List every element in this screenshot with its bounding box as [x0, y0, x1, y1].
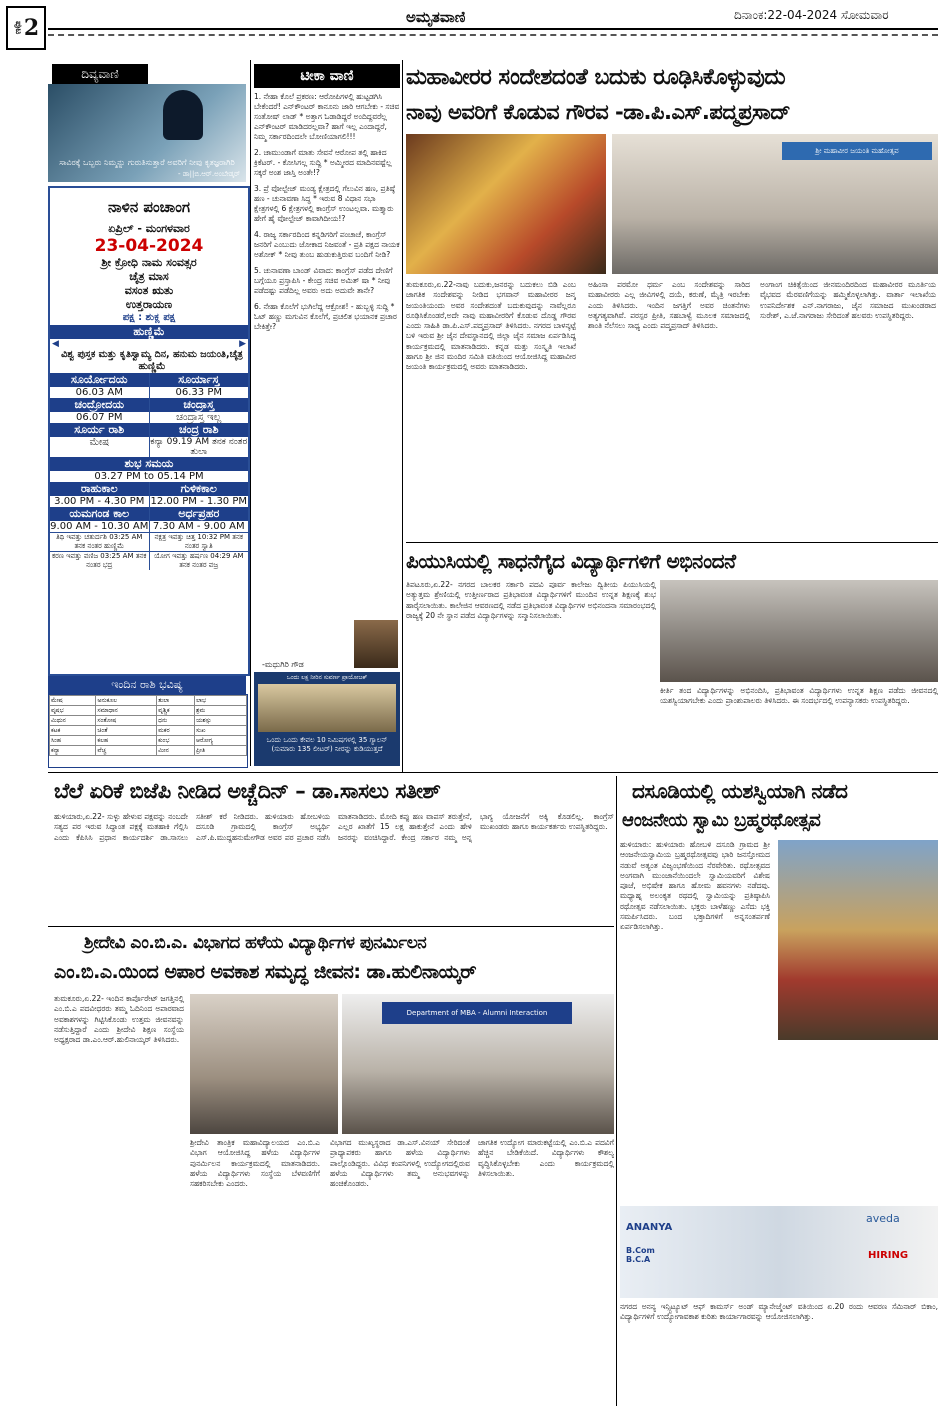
tithi-nakshatra: ತಿಥಿ ಇವತ್ತು ಚತುರ್ದಶಿ 03:25 AM ತನಕ ನಂತರ ಹುಣ್ಣಿಮೆ ನಕ್ಷತ್ರ ಇವತ್ತು ಚಿತ್ತ 10:32 PM ತನಕ ನಂತರ ಸ್ವಾತಿ: [50, 532, 248, 551]
panchanga-ritu: ವಸಂತ ಋತು: [124, 284, 174, 297]
tika-signature: -ಮಧುಗಿರಿ ಗೌಡ: [262, 660, 304, 669]
aveda-sign: aveda: [866, 1212, 900, 1225]
story5-body: ಹುಳಿಯಾರು: ಹುಳಿಯಾರು ಹೋಬಳಿ ದಸೂಡಿ ಗ್ರಾಮದ ಶ್ರೀ ಆಂಜನೇಯಸ್ವಾಮಿಯ ಬ್ರಹ್ಮರಥೋತ್ಸವವು ಭಾರಿ ಜನಸ್ತೋಮದ ನಡುವೆ ಅತ್ಯಂತ ವಿಜೃಂಭಣೆಯಿಂದ ನೆರವೇರಿತು. ರಥೋತ್ಸವದ ಅಂಗವಾಗಿ ಮುಂಜಾನೆಯಿಂದಲೇ ಸ್ವಾಮಿಯವರಿಗೆ ವಿಶೇಷ ಪೂಜೆ, ಅಭಿಷೇಕ ಹಾಗೂ ಹೋಮ ಹವನಗಳು ನಡೆದವು. ಮಧ್ಯಾಹ್ನ ಅಲಂಕೃತ ರಥದಲ್ಲಿ ಸ್ವಾಮಿಯನ್ನು ಪ್ರತಿಷ್ಠಾಪಿಸಿ ರಥೋತ್ಸವ ನಡೆಸಲಾಯಿತು. ಭಕ್ತರು ಬಾಳೆಹಣ್ಣು ಎಸೆದು ಭಕ್ತಿ ಸಮರ್ಪಿಸಿದರು. ಬಂದ ಭಕ್ತಾದಿಗಳಿಗೆ ಅನ್ನಸಂತರ್ಪಣೆ ಏರ್ಪಡಿಸಲಾಗಿತ್ತು.: [620, 840, 770, 932]
rashi-cell: ಸಂತೋಷ: [96, 716, 157, 726]
rashi-row: [50, 726, 247, 736]
header-dashed-rule: [48, 34, 938, 36]
rashi-title: ಇಂದಿನ ರಾಶಿ ಭವಿಷ್ಯ: [48, 676, 246, 694]
rashi-row: [50, 706, 247, 716]
panchanga-masa: ಚೈತ್ರ ಮಾಸ: [129, 270, 169, 283]
story1-photo-idol: [406, 134, 606, 274]
rashi-cell: ಕುಂಭ: [157, 736, 195, 746]
panchanga-paksha: ಪಕ್ಷ : ಶುಕ್ಲ ಪಕ್ಷ: [122, 312, 176, 323]
panchanga-box: [48, 186, 250, 676]
story4-photo-right: [342, 994, 614, 1134]
divider: [406, 542, 938, 543]
surya-times: 06.03 AM 06.33 PM: [50, 387, 248, 398]
rashi-cell: ಅನುಕೂಲ: [96, 696, 157, 706]
portrait-silhouette: [163, 90, 203, 140]
column-divider: [250, 60, 251, 766]
rashi-cell: ಕಟಕ: [50, 726, 96, 736]
story1-col3: ಅಂಗಾಂಗ ಚಿಕಿತ್ಸೆಯಿಂದ ಜೀನಮಂದಿರದಿಂದ ಮಹಾವೀರರ ಮೂರ್ತಿಯ ವೈಭವದ ಮೆರವಣಿಗೆಯನ್ನು ಹಮ್ಮಿಕೊಳ್ಳಲಾಗಿತ್ತು. ವಾರ್ತಾ ಇಲಾಖೆಯ ಉಪನಿರ್ದೇಶಕ ಎನ್.ನಾಗರಾಜು, ಜೈನ ಸಮಾಜದ ಮುಖಂಡರಾದ ಸುರೇಶ್, ಎ.ಜೆ.ನಾಗರಾಜು ಸೇರಿದಂತೆ ಹಲವರು ಉಪಸ್ಥಿತರಿದ್ದರು.: [760, 280, 936, 320]
rashi-cell: ವೆಚ್ಚ: [96, 746, 157, 756]
rashi-cell: ಧನು: [157, 716, 195, 726]
story4-headline-1: ಶ್ರೀದೇವಿ ಎಂ.ಬಿ.ಎ. ವಿಭಾಗದ ಹಳೆಯ ವಿದ್ಯಾರ್ಥಿಗಳ ಪುನರ್ಮಿಲನ: [84, 933, 427, 953]
yama-times: 9.00 AM - 10.30 AM 7.30 AM - 9.00 AM: [50, 521, 245, 532]
rashi-cell: ಕಲಹ: [96, 736, 157, 746]
rashi-cell: ಮೀನ: [157, 746, 195, 756]
rahu-gulika-labels: ರಾಹುಕಾಲ ಗುಳಿಕಕಾಲ: [50, 482, 248, 496]
shubha-time: 03.27 PM to 05.14 PM: [94, 471, 204, 482]
divyavani-quote: ಸಾವಿರಕ್ಕೆ ಒಬ್ಬರು ನಿಮ್ಮನ್ನು ಗುರುತಿಸುತ್ತಾರೆ ಅವರಿಗೆ ನೀವು ಕೃತಜ್ಞರಾಗಿರಿ: [59, 158, 235, 167]
story2-headline: ಪಿಯುಸಿಯಲ್ಲಿ ಸಾಧನೆಗೈದ ವಿದ್ಯಾರ್ಥಿಗಳಿಗೆ ಅಭಿನಂದನೆ: [406, 549, 736, 573]
ananya-sign: ANANYA: [626, 1222, 673, 1233]
divider: [48, 926, 614, 927]
story2-col2: ಕೀರ್ತಿ ತಂದ ವಿದ್ಯಾರ್ಥಿಗಳನ್ನು ಅಭಿನಂದಿಸಿ, ಪ್ರತಿಭಾವಂತ ವಿದ್ಯಾರ್ಥಿಗಳು ಉನ್ನತ ಶಿಕ್ಷಣ ಪಡೆದು ಜೀವನದಲ್ಲಿ ಯಶಸ್ವಿಯಾಗಬೇಕು ಎಂದು ಪ್ರಾಂಶುಪಾಲರು ತಿಳಿಸಿದರು. ಈ ಸಂದರ್ಭದಲ್ಲಿ ಉಪನ್ಯಾಸಕರು ಉಪಸ್ಥಿತರಿದ್ದರು.: [660, 686, 938, 706]
rashi-cell: ಚಿಂತೆ: [96, 726, 157, 736]
divyavani-title: ದಿವ್ಯವಾಣಿ: [52, 64, 148, 84]
chandra-times: 06.07 PM ಚಂದ್ರಾಸ್ತ ಇಲ್ಲ: [50, 412, 248, 423]
header-rule: [48, 28, 938, 30]
story3-body: ಹುಳಿಯಾರು,ಏ.22- ಸುಳ್ಳು ಹೇಳುವ ಪಕ್ಷವನ್ನು ನಂಬದೇ ಸತ್ಯದ ಪರ ಇರುವ ಸಿದ್ಧಾಂತ ಪಕ್ಷಕ್ಕೆ ಮತಹಾಕಿ ಗೆಲ್ಲಿಸಿ ಎಂದು ಕೆಪಿಸಿಸಿ ಪ್ರಧಾನ ಕಾರ್ಯದರ್ಶಿ ಡಾ.ಸಾಸಲು ಸತೀಶ್ ಕರೆ ನೀಡಿದರು. ಹುಳಿಯಾರು ಹೋಬಳಿಯ ದಸೂಡಿ ಗ್ರಾಮದಲ್ಲಿ ಕಾಂಗ್ರೆಸ್ ಅಭ್ಯರ್ಥಿ ಎಸ್.ಪಿ.ಮುದ್ದಹನುಮೇಗೌಡ ಅವರ ಪರ ಪ್ರಚಾರ ನಡೆಸಿ ಮಾತನಾಡಿದರು. ಮೋದಿ ಕಪ್ಪು ಹಣ ವಾಪಸ್ ತರುತ್ತೇನೆ, ಎಲ್ಲರ ಖಾತೆಗೆ 15 ಲಕ್ಷ ಹಾಕುತ್ತೇನೆ ಎಂದು ಹೇಳಿ ಜನರನ್ನು ವಂಚಿಸಿದ್ದಾರೆ. ಕೇಂದ್ರ ಸರ್ಕಾರ ನಮ್ಮ ಅನ್ನ ಭಾಗ್ಯ ಯೋಜನೆಗೆ ಅಕ್ಕಿ ಕೊಡಲಿಲ್ಲ. ಕಾಂಗ್ರೆಸ್ ಮುಖಂಡರು ಹಾಗೂ ಕಾರ್ಯಕರ್ತರು ಉಪಸ್ಥಿತರಿದ್ದರು.: [54, 812, 614, 842]
rashi-cell: ಮಿಥುನ: [50, 716, 96, 726]
story1-col2: ಅಹಿಂಸಾ ಪರಮೋ ಧರ್ಮ ಎಂಬ ಸಂದೇಶವನ್ನು ಸಾರಿದ ಮಹಾವೀರರು ಎಲ್ಲ ಜೀವಿಗಳಲ್ಲಿ ದಯೆ, ಕರುಣೆ, ಮೈತ್ರಿ ಇರಬೇಕು ಎಂದು ತಿಳಿಸಿದರು. ಇಂದಿನ ಜಗತ್ತಿಗೆ ಅವರ ಚಿಂತನೆಗಳು ಅತ್ಯಗತ್ಯವಾಗಿವೆ. ಪರಸ್ಪರ ಪ್ರೀತಿ, ಸಹಬಾಳ್ವೆ ಮೂಲಕ ಸಮಾಜದಲ್ಲಿ ಶಾಂತಿ ನೆಲೆಸಲು ಸಾಧ್ಯ ಎಂದು ಪದ್ಮಪ್ರಸಾದ್ ತಿಳಿಸಿದರು.: [588, 280, 750, 331]
rahu-gulika-times: 3.00 PM - 4.30 PM 12.00 PM - 1.30 PM: [50, 496, 248, 507]
rashi-table: [48, 694, 248, 768]
story1-col1: ತುಮಕೂರು,ಏ.22-ನಾವು ಬದುಕು,ಜನರನ್ನು ಬದುಕಲು ಬಿಡಿ ಎಂಬ ಜಾಗತಿಕ ಸಂದೇಶವನ್ನು ನೀಡಿದ ಭಗವಾನ್ ಮಹಾವೀರರ ಜನ್ಮ ಜಯಂತಿಯಂದು ಅವರ ಸಂದೇಶದಂತೆ ಬದುಕುವುದನ್ನು ನಾವೆಲ್ಲರೂ ರೂಢಿಸಿಕೊಂಡರೆ,ಅದೇ ನಾವು ಮಹಾವೀರರಿಗೆ ಕೊಡುವ ದೊಡ್ಡ ಗೌರವ ಎಂದು ಸಾಹಿತಿ ಡಾ.ಪಿ.ಎಸ್.ಪದ್ಮಪ್ರಸಾದ್ ತಿಳಿಸಿದರು. ನಗರದ ಬಾಳನ್ಕಟ್ಟೆ ಬಳಿ ಇರುವ ಶ್ರೀ ಜೈನ ದೇವಸ್ಥಾನದಲ್ಲಿ ಜಿಲ್ಲಾ ಜೈನ ಸಮಾಜ ಏರ್ಪಡಿಸಿದ್ದ ಕಾರ್ಯಕ್ರಮದಲ್ಲಿ ಮಾತನಾಡಿದರು. ಕನ್ನಡ ಮತ್ತು ಸಂಸ್ಕೃತಿ ಇಲಾಖೆ ಹಾಗೂ ಶ್ರೀ ಜಿನ ಮಂದಿರ ಸಮಿತಿ ವತಿಯಿಂದ ಆಯೋಜಿಸಿದ್ದ ಮಹಾವೀರ ಜಯಂತಿ ಕಾರ್ಯಕ್ರಮದಲ್ಲಿ ಅವರು ಮಾತನಾಡಿದರು.: [406, 280, 576, 372]
tika-item: 4. ರಾಜ್ಯ ಸರ್ಕಾರದಿಂದ ಕನ್ನಡಿಗರಿಗೆ ಪಂಚಾಚೆ, ಕಾಂಗ್ರೆಸ್ ಜನರಿಗೆ ಎಂಬುದು ಜೋಕಾದ ನಿಜವಂತೆ - ಪ್ರತಿ ಪಕ್ಷದ ನಾಯಕ ಅಶೋಕ್ * ನೀವು ತುಂಬ ಹುಡುಕುತ್ತಿರುವ ಬಂದಿಗೆ ನೀಡಿ?: [254, 230, 400, 259]
rashi-cell: ಸುಖ: [194, 726, 246, 736]
mba-banner: Department of MBA - Alumni Interaction: [382, 1002, 572, 1024]
hiring-sign: HIRING: [868, 1250, 909, 1261]
panchanga-samvatsara: ಶ್ರೀ ಕ್ರೋಧಿ ನಾಮ ಸಂವತ್ಸರ: [101, 256, 197, 269]
panchanga-title: ನಾಳಿನ ಪಂಚಾಂಗ: [108, 198, 190, 216]
yama-labels: ಯಮಗಂಡ ಕಾಲ ಅರ್ಧಪ್ರಹರ: [50, 507, 248, 521]
masthead: ಅಮೃತವಾಣಿ: [400, 8, 471, 26]
tika-item: 2. ಚಾಮುಂಡಾಗೆ ಮಾತು ಸೇವನೆ ಆರೋಪ ತಲ್ಲಿ ಹಾಕಿದ ಕ್ರಿಕೆಟರ್. - ಕೋಸಿಗಲ್ಲ ಸುದ್ದಿ * ಅಮ್ಮೀರದ ಮಾದಿನವಷ್ಟೆಲ್ಲ ಸಕ್ಕರೆ ಅಂಶ ಜಾಸ್ತಿ ಅಂತೇ!?: [254, 148, 392, 177]
next-icon[interactable]: ▶: [239, 339, 246, 349]
chandra-labels: ಚಂದ್ರೋದಯ ಚಂದ್ರಾಸ್ತ: [50, 398, 248, 412]
story5-headline-2: ಆಂಜನೇಯ ಸ್ವಾಮಿ ಬ್ರಹ್ಮರಥೋತ್ಸವ: [622, 810, 821, 831]
tika-item: 1. ನೇಹಾ ಕೊಲೆ ಪ್ರಕರಣ: ಆರೋಪಿಗಳಲ್ಲಿ ಹುಟ್ಟಡಗಿಸಿ ಬೇಕೆಂದರೆ! ಎನ್‌ಕೌಂಟರ್ ಕಾನೂನು ಜಾರಿ ಆಗಬೇಕು - ಸಚಿವ ಸಂತೋಷ್ ಲಾಡ್ * ಅತ್ತಾಗ ಓಡಾಡಿದ್ದರೆ ಅಂದಿದ್ದವರೆಲ್ಲ ಎನ್‌ಕೌಂಟರ್ ಮಾಡಿದರಲ್ಲವಾ? ಹಾಗೆ ಇಲ್ಲ ಎಂದಾದ್ದರೆ, ನಿಮ್ಮ ಸರ್ಕಾರದಿಂದಲೇ ಬೋಣಿಯಾಗಲಿ!!!: [254, 92, 400, 141]
rashi-cell: ಲಾಭ: [194, 696, 246, 706]
story4-col1: ತುಮಕೂರು,ಏ.22- ಇಂದಿನ ಕಾರ್ಪೊರೇಟ್ ಜಗತ್ತಿನಲ್ಲಿ ಎಂ.ಬಿ.ಎ ಪದವೀಧರರು ತಮ್ಮ ಓದಿನಿಂದ ಅಪಾರವಾದ ಅವಕಾಶಗಳನ್ನು ಗಿಟ್ಟಿಸಿಕೊಂಡು ಉತ್ತಮ ಜೀವನವನ್ನು ನಡೆಸುತ್ತಿದ್ದಾರೆ ಎಂದು ಶ್ರೀದೇವಿ ಶಿಕ್ಷಣ ಸಂಸ್ಥೆಯ ಅಧ್ಯಕ್ಷರಾದ ಡಾ.ಎಂ.ಆರ್.ಹುಲಿನಾಯ್ಕರ್ ತಿಳಿಸಿದರು.: [54, 994, 184, 1045]
hunnime-label: ಹುಣ್ಣಿಮೆ: [50, 325, 248, 339]
bcom-sign: B.Com B.C.A: [626, 1246, 655, 1264]
story4-col4: ಜಾಗತಿಕ ಉದ್ಯೋಗ ಮಾರುಕಟ್ಟೆಯಲ್ಲಿ ಎಂ.ಬಿ.ಎ ಪದವಿಗೆ ಹೆಚ್ಚಿನ ಬೇಡಿಕೆಯಿದೆ. ವಿದ್ಯಾರ್ಥಿಗಳು ಕೌಶಲ್ಯ ವೃದ್ಧಿಸಿಕೊಳ್ಳಬೇಕು ಎಂದು ಕಾರ್ಯಕ್ರಮದಲ್ಲಿ ತಿಳಿಸಲಾಯಿತು.: [478, 1138, 614, 1178]
surya-labels: ಸೂರ್ಯೋದಯ ಸೂರ್ಯಾಸ್ತ: [50, 373, 248, 387]
author-photo: [354, 620, 398, 668]
divyavani-credit: - ಡಾ||ಬಿ.ಆರ್.ಅಂಬೇಡ್ಕರ್: [177, 170, 240, 178]
ad-top-text: ಒಂದು ಲಕ್ಷ ನೀರಿನ ಸುವರ್ಣ ಪ್ರಾಯೋಜಕ್: [286, 674, 368, 681]
rashi-values: ಮೇಷ ಕನ್ಯಾ 09.19 AM ತನಕ ನಂತರ ತುಲಾ: [50, 437, 248, 457]
panchanga-date: 23-04-2024: [94, 236, 204, 256]
story3-headline: ಬೆಲೆ ಏರಿಕೆ ಬಿಜೆಪಿ ನೀಡಿದ ಅಚ್ಚೆದಿನ್ – ಡಾ.ಸಾಸಲು ಸತೀಶ್: [54, 779, 441, 803]
rashi-cell: ತುಲಾ: [157, 696, 195, 706]
rashi-row: [50, 746, 247, 756]
story4-photo-left: [190, 994, 338, 1134]
story1-headline-1: ಮಹಾವೀರರ ಸಂದೇಶದಂತೆ ಬದುಕು ರೂಢಿಸಿಕೊಳ್ಳುವುದು: [406, 65, 786, 90]
story2-col1: ತಿಪಟೂರು,ಏ.22- ನಗರದ ಬಾಲಕರ ಸರ್ಕಾರಿ ಪದವಿ ಪೂರ್ವ ಕಾಲೇಜು ದ್ವಿತೀಯ ಪಿಯುಸಿಯಲ್ಲಿ ಅತ್ಯುತ್ತಮ ಶ್ರೇಣಿಯಲ್ಲಿ ಉತ್ತೀರ್ಣರಾದ ಪ್ರತಿಭಾವಂತ ವಿದ್ಯಾರ್ಥಿಗಳಿಗೆ ಮುಂದಿನ ಉನ್ನತ ಶಿಕ್ಷಣಕ್ಕೆ ಶುಭ ಹಾರೈಸಲಾಯಿತು. ಕಾಲೇಜಿನ ಆವರಣದಲ್ಲಿ ನಡೆದ ಪ್ರತಿಭಾವಂತ ವಿದ್ಯಾರ್ಥಿಗಳ ಅಭಿನಂದನಾ ಸಮಾರಂಭದಲ್ಲಿ ರಾಜ್ಯಕ್ಕೆ 20 ನೇ ಸ್ಥಾನ ಪಡೆದ ವಿದ್ಯಾರ್ಥಿಗಳನ್ನು ಸನ್ಮಾನಿಸಲಾಯಿತು.: [406, 580, 656, 620]
rashi-row: [50, 716, 247, 726]
rashi-cell: ಆರೋಗ್ಯ: [194, 736, 246, 746]
panchanga-weekday: ಏಪ್ರಿಲ್ - ಮಂಗಳವಾರ: [108, 222, 190, 235]
rashi-cell: ಯಶಸ್ಸು: [194, 716, 246, 726]
shubha-label: ಶುಭ ಸಮಯ: [50, 457, 248, 471]
rashi-cell: ಶ್ರಮ: [194, 706, 246, 716]
page-header: [0, 0, 945, 60]
story4-headline-2: ಎಂ.ಬಿ.ಎ.ಯಿಂದ ಅಪಾರ ಅವಕಾಶ ಸಮೃದ್ಧ ಜೀವನ: ಡಾ.ಹುಲಿನಾಯ್ಕರ್: [54, 961, 477, 983]
rashi-cell: ಮಕರ: [157, 726, 195, 736]
panchanga-ayana: ಉತ್ತರಾಯಣ: [125, 298, 173, 311]
prev-icon[interactable]: ◀: [52, 339, 59, 349]
ananya-caption: ನಗರದ ಅನನ್ಯ ಇನ್ಸ್ಟಿಟ್ಯೂಟ್ ಆಫ್ ಕಾಮರ್ಸ್ ಅಂಡ್ ಮ್ಯಾನೇಜ್ಮೆಂಟ್ ವತಿಯಿಂದ ಏ.20 ರಂದು ಆವರಣ ಸೆಮಿನಾರ್ ಬಿಕಾಂ, ವಿದ್ಯಾರ್ಥಿಗಳಿಗೆ ಉದ್ಯೋಗಾವಕಾಶ ಕುರಿತು ಕಾರ್ಯಾಗಾರವನ್ನು ಆಯೋಜಿಸಲಾಗಿತ್ತು.: [620, 1302, 938, 1322]
rashi-cell: ಸಮಾಧಾನ: [96, 706, 157, 716]
rashi-labels: ಸೂರ್ಯ ರಾಶಿ ಚಂದ್ರ ರಾಶಿ: [50, 423, 248, 437]
divyavani-image: [48, 84, 246, 182]
story5-chariot-photo: [778, 840, 938, 1040]
story1-headline-2: ನಾವು ಅವರಿಗೆ ಕೊಡುವ ಗೌರವ -ಡಾ.ಪಿ.ಎಸ್.ಪದ್ಮಪ್ರಸಾದ್: [406, 100, 791, 124]
rashi-cell: ಪ್ರೀತಿ: [194, 746, 246, 756]
festival-nav: [50, 339, 248, 349]
tika-item: 6. ನೇಹಾ ಕೊಲೆಗೆ ಭುಗಿಲೆದ್ದ ಆಕ್ರೋಶ! - ಹುಬ್ಬಳ್ಳಿ ಸುದ್ದಿ * ಓಟ್ ಹಣ್ಣು ಮಗುವಿನ ಕೊಲೆಗೆ, ಪ್ರಚಲಿತ ಭಯಾನಕ ಪ್ರಚಾರ ಬೇಕಿತ್ತೇ?: [254, 302, 397, 331]
divider: [48, 772, 938, 773]
page-number: ಪುಟ 2: [6, 6, 46, 50]
story5-headline-1: ದಸೂಡಿಯಲ್ಲಿ ಯಶಸ್ವಿಯಾಗಿ ನಡೆದ: [632, 779, 848, 803]
ad-image: [258, 684, 396, 732]
column-divider: [616, 776, 617, 1406]
story4-col3: ವಿಭಾಗದ ಮುಖ್ಯಸ್ಥರಾದ ಡಾ.ಎಸ್.ವಿನಯ್ ಸೇರಿದಂತೆ ಪ್ರಾಧ್ಯಾಪಕರು ಹಾಗೂ ಹಳೆಯ ವಿದ್ಯಾರ್ಥಿಗಳು ಪಾಲ್ಗೊಂಡಿದ್ದರು. ವಿವಿಧ ಕಂಪನಿಗಳಲ್ಲಿ ಉದ್ಯೋಗದಲ್ಲಿರುವ ಹಳೆಯ ವಿದ್ಯಾರ್ಥಿಗಳು ತಮ್ಮ ಅನುಭವಗಳನ್ನು ಹಂಚಿಕೊಂಡರು.: [330, 1138, 470, 1189]
rashi-cell: ಕನ್ಯಾ: [50, 746, 96, 756]
story2-photo: [660, 580, 938, 682]
rashi-row: [50, 736, 247, 746]
story4-col2: ಶ್ರೀದೇವಿ ತಾಂತ್ರಿಕ ಮಹಾವಿದ್ಯಾಲಯದ ಎಂ.ಬಿ.ಎ ವಿಭಾಗ ಆಯೋಜಿಸಿದ್ದ ಹಳೆಯ ವಿದ್ಯಾರ್ಥಿಗಳ ಪುನರ್ಮಿಲನ ಕಾರ್ಯಕ್ರಮದಲ್ಲಿ ಮಾತನಾಡಿದರು. ಹಳೆಯ ವಿದ್ಯಾರ್ಥಿಗಳು ಸಂಸ್ಥೆಯ ಬೆಳವಣಿಗೆಗೆ ಸಹಕರಿಸಬೇಕು ಎಂದರು.: [190, 1138, 320, 1189]
ad-text: ಒಂದು ಒಂದು ಕೇವಲ 10 ನಿಮಿಷಗಳಲ್ಲಿ 35 ಗ್ಯಾಲನ್ (ಸುಮಾರು 135 ಲೀಟರ್) ನೀರನ್ನು ಕುಡಿಯುತ್ತದೆ: [266, 736, 388, 753]
tika-item: 5. ಚುನಾವಣಾ ಬಾಂಡ್ ವಿವಾದ: ಕಾಂಗ್ರೆಸ್ ಪಡೆದ ದೇಣಿಗೆ ಬಗ್ಗೆಯೂ ಪ್ರಸ್ತಾಪಿಸಿ - ಕೇಂದ್ರ ಸಚಿವ ಅಮಿತ್ ಷಾ * ನೀವು ಪಡೆದಷ್ಟು ಪಡೆದಿಲ್ಲ ಅವರು ಅದು ಅದುವೇ ತಾನೇ?: [254, 266, 393, 295]
rashi-cell: ಸಿಂಹ: [50, 736, 96, 746]
rashi-cell: ಮೇಷ: [50, 696, 96, 706]
dateline: ದಿನಾಂಕ:22-04-2024 ಸೋಮವಾರ: [730, 8, 893, 23]
tika-item: 3. ಪ್ರೆ ವೋಲ್ಟೇಜ್ ಮಂಡ್ಯ ಕ್ಷೇತ್ರದಲ್ಲಿ ಗೆಲುವಿನ ಹಣ, ಪ್ರತಿಷ್ಠೆ ಹಣ - ಚುನಾವಣಾ ಸಿದ್ಧ * ಇರುವ 8 ವಿಧಾನ ಸಭಾ ಕ್ಷೇತ್ರಗಳಲ್ಲಿ 6 ಕ್ಷೇತ್ರಗಳಲ್ಲಿ ಕಾಂಗ್ರೆಸ್ ಉಂಟಲ್ಲವಾ. ಮತ್ತ್ಯಾರು ಹೇಗೆ ಹೈ ವೋಲ್ಟೇಜ್ ಕಾವಾಗಿದೀಯ!?: [254, 184, 396, 223]
tika-body: [254, 92, 400, 338]
rashi-cell: ವೃಶ್ಚಿಕ: [157, 706, 195, 716]
rashi-cell: ವೃಷಭ: [50, 706, 96, 716]
rashi-row: [50, 696, 247, 706]
story5-body-cont: [778, 1044, 938, 1200]
ananya-photo: [620, 1206, 938, 1298]
story1-banner: ಶ್ರೀ ಮಹಾವೀರ ಜಯಂತಿ ಮಹೋತ್ಸವ: [782, 142, 932, 160]
tika-title: ಟೀಕಾ ವಾಣಿ: [254, 64, 400, 88]
info-ad: [254, 672, 400, 766]
festival-text: ವಿಶ್ವ ಪುಸ್ತಕ ಮತ್ತು ಕೃತಿಸ್ವಾಮ್ಯ ದಿನ, ಹನುಮ ಜಯಂತಿ,ಚೈತ್ರ ಹುಣ್ಣಿಮೆ: [61, 349, 243, 372]
column-divider: [402, 60, 403, 772]
story1-photo-group: [612, 134, 938, 274]
karana-yoga: ಕರಣ ಇವತ್ತು ವಣಿಜ 03:25 AM ತನಕ ನಂತರ ಭದ್ರ ಯೋಗ ಇವತ್ತು ಹರ್ಷಣ 04:29 AM ತನಕ ನಂತರ ವಜ್ರ: [50, 551, 248, 570]
